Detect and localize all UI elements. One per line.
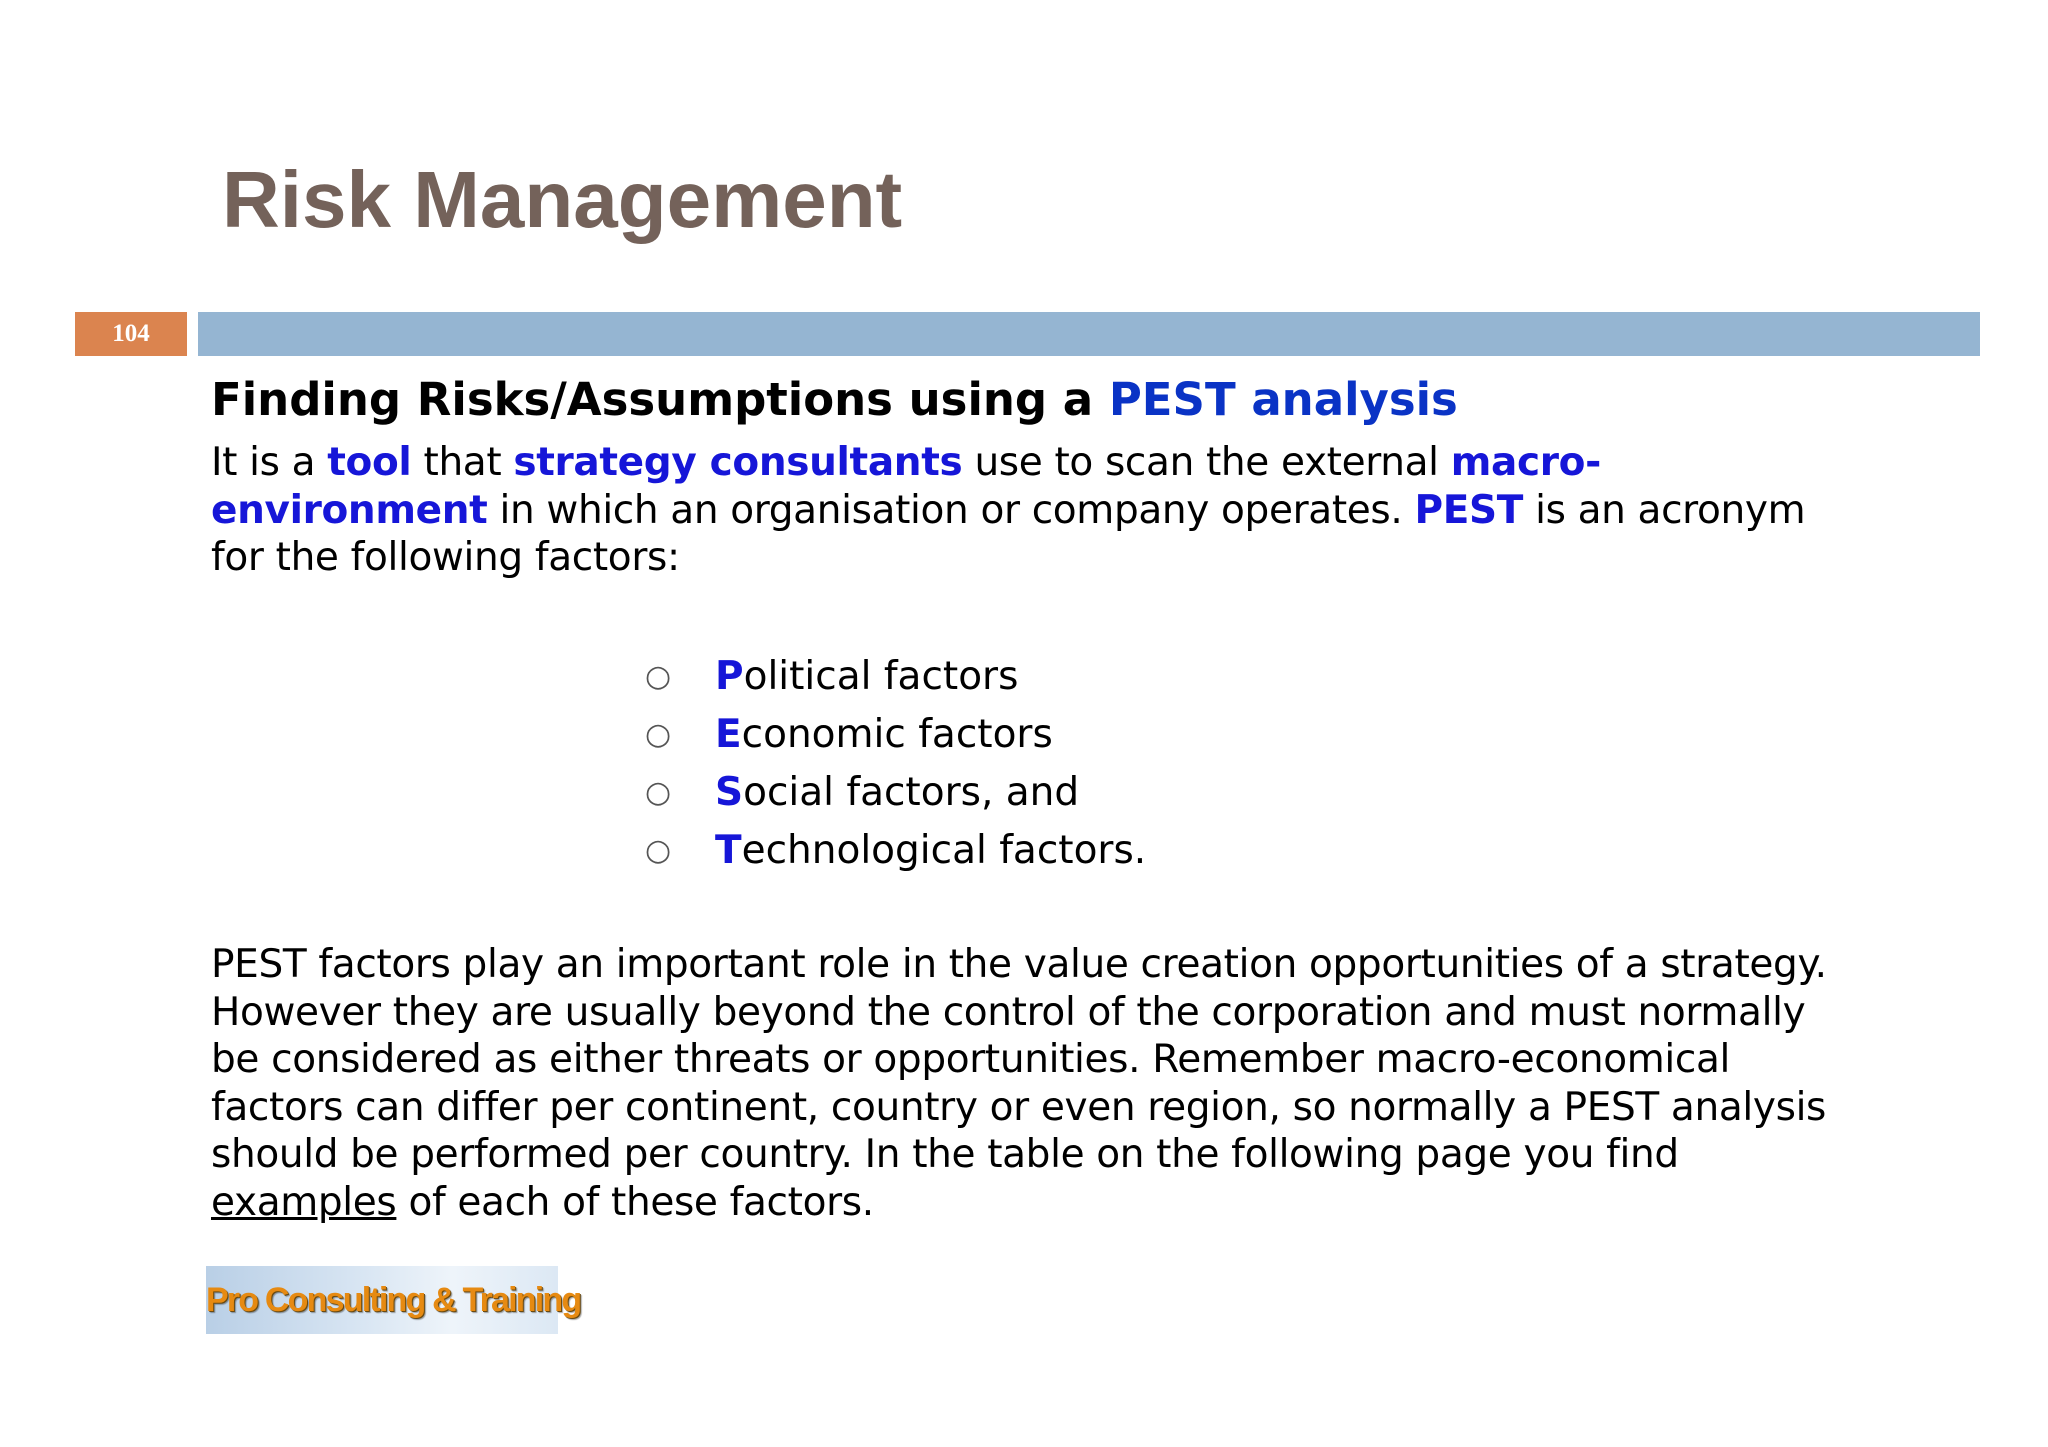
header-divider-bar [198, 312, 1980, 356]
circle-bullet-icon: ○ [645, 659, 672, 694]
page-number-badge: 104 [75, 312, 187, 356]
closing-text: PEST factors play an important role in the value creation opportunities of a strategy. However they are usually beyond the control of the corporation and must normally be considered as either threats or opportunities. Remember macro-economical factors can differ per continent, country or even region, so normally a PEST analysis should be performed per country. In the table on the following page you find [211, 942, 1827, 1177]
intro-text-5: is an acronym for the following factors: [211, 487, 1806, 580]
list-item-social [645, 764, 1146, 822]
section-heading-text: Finding Risks/Assumptions using a [211, 373, 1109, 426]
factor-label: olitical factors [743, 654, 1019, 699]
factor-initial: T [715, 828, 742, 873]
closing-tail: of each of these factors. [396, 1179, 874, 1225]
term-tool: tool [327, 440, 412, 485]
factor-initial: P [715, 654, 744, 699]
factor-label: ocial factors, and [743, 770, 1080, 815]
factor-label: conomic factors [741, 712, 1053, 757]
pro-consulting-logo: Pro Consulting & Training [206, 1266, 558, 1334]
factor-initial: S [715, 770, 744, 815]
circle-bullet-icon: ○ [645, 775, 672, 810]
term-strategy-consultants: strategy consultants [513, 440, 963, 485]
pest-factor-list [645, 648, 1146, 880]
intro-paragraph [211, 439, 1861, 582]
intro-text-3: use to scan the external [962, 440, 1451, 485]
intro-text-4: in which an organisation or company operates. [487, 487, 1415, 533]
term-pest: PEST [1414, 487, 1524, 533]
circle-bullet-icon: ○ [645, 833, 672, 868]
factor-label: echnological factors. [741, 828, 1147, 873]
section-heading-highlight: PEST analysis [1108, 373, 1458, 426]
list-item-economic [645, 706, 1146, 764]
intro-text-1: It is a [211, 440, 328, 485]
section-heading [211, 372, 1458, 428]
term-macro-environment: macro-environment [211, 440, 1601, 533]
circle-bullet-icon: ○ [645, 717, 672, 752]
factor-initial: E [715, 712, 742, 757]
closing-paragraph [211, 941, 1861, 1226]
examples-link[interactable]: examples [211, 1179, 397, 1225]
intro-text-2: that [411, 440, 514, 485]
list-item-political [645, 648, 1146, 706]
list-item-technological [645, 822, 1146, 880]
slide-title: Risk Management [222, 155, 903, 244]
